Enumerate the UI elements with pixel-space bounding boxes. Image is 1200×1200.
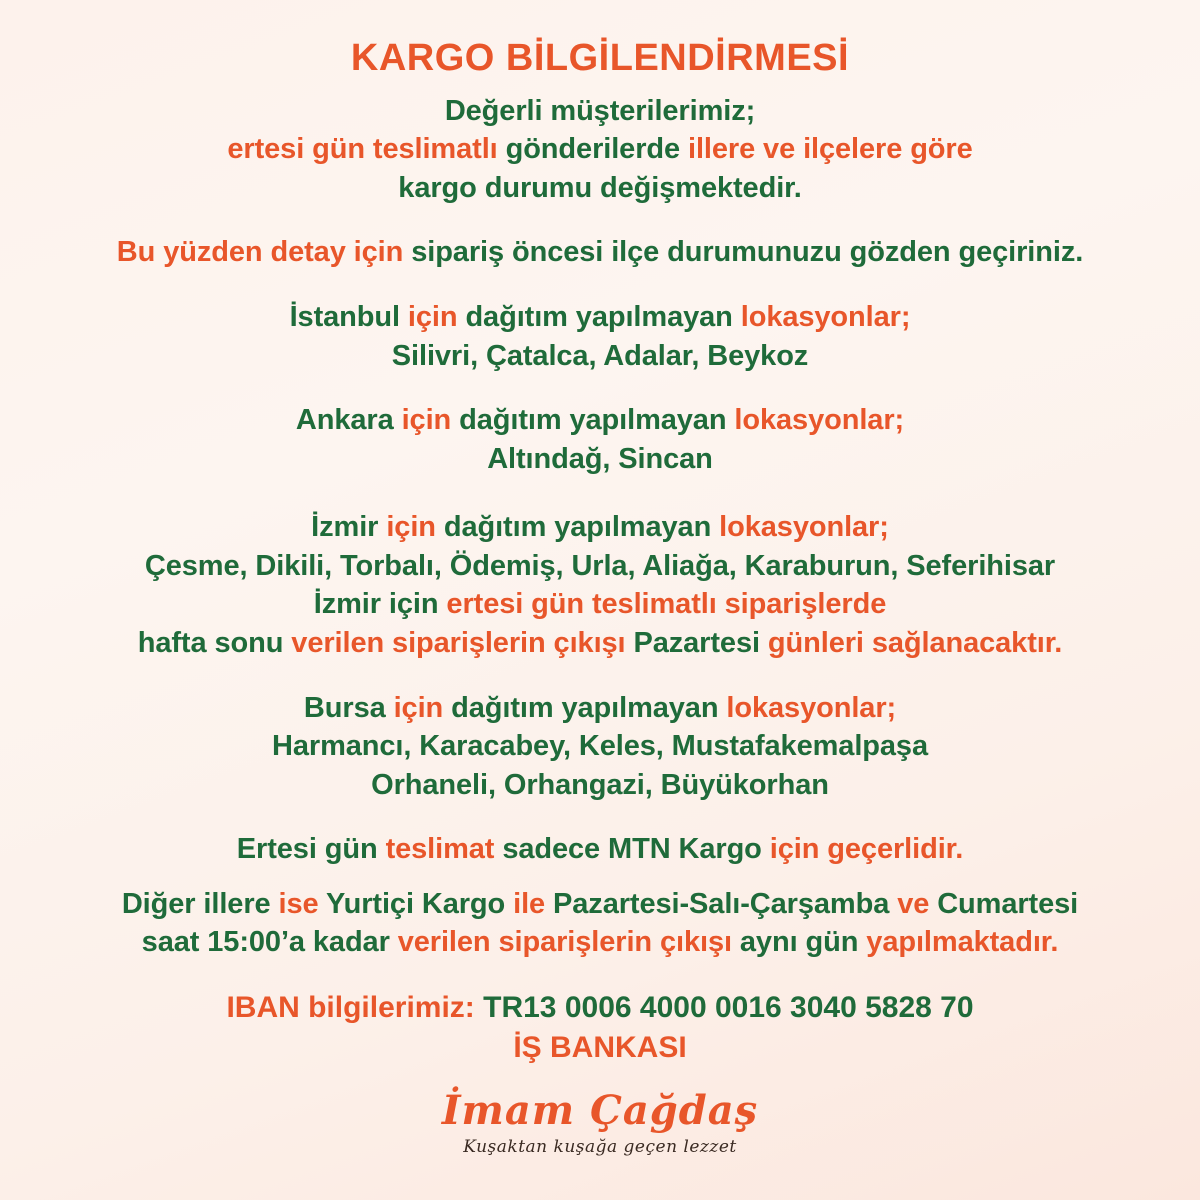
other-line-2 xyxy=(30,923,1170,962)
bursa-no-delivery: dağıtım yapılmayan xyxy=(451,691,727,724)
ankara-block xyxy=(30,401,1170,478)
intro-line-3 xyxy=(30,169,1170,208)
other-dispatch: verilen siparişlerin çıkışı xyxy=(397,926,740,959)
istanbul-for: için xyxy=(407,301,466,334)
istanbul-locations: lokasyonlar; xyxy=(740,301,911,334)
bursa-list-1 xyxy=(30,727,1170,766)
ankara-city: Ankara xyxy=(295,404,402,437)
mtn-next-day: Ertesi gün xyxy=(236,833,386,866)
other-cutoff-time: saat 15:00’a kadar xyxy=(141,926,398,959)
ankara-no-delivery: dağıtım yapılmayan xyxy=(459,404,735,437)
ankara-for: için xyxy=(401,404,460,437)
intro-shipments: gönderilerde xyxy=(505,133,688,166)
izmir-city: İzmir xyxy=(311,511,387,544)
izmir-no-delivery: dağıtım yapılmayan xyxy=(443,511,720,544)
ankara-list xyxy=(30,440,1170,479)
bursa-for: için xyxy=(393,691,452,724)
notice-emphasis: Bu yüzden detay için xyxy=(116,236,412,269)
bursa-list-2 xyxy=(30,766,1170,805)
notice-text: sipariş öncesi ilçe durumunuzu gözden geçiriniz. xyxy=(411,236,1084,269)
other-ise: ise xyxy=(278,887,326,920)
other-same-day: aynı gün xyxy=(739,926,867,959)
ankara-locations: lokasyonlar; xyxy=(734,404,905,437)
istanbul-heading xyxy=(30,298,1170,337)
intro-next-day: ertesi gün teslimatlı xyxy=(227,133,506,166)
mtn-block xyxy=(30,830,1170,869)
mtn-carrier: sadece MTN Kargo xyxy=(502,833,770,866)
iban-label: IBAN bilgilerimiz: xyxy=(226,990,484,1024)
izmir-note-dispatch: verilen siparişlerin çıkışı xyxy=(291,626,634,659)
bursa-block xyxy=(30,689,1170,805)
izmir-note-line-2 xyxy=(30,624,1170,663)
notice-block xyxy=(30,233,1170,272)
bursa-list-1-text: Harmancı, Karacabey, Keles, Mustafakemalpaşa xyxy=(272,730,928,763)
intro-line-2 xyxy=(30,130,1170,169)
istanbul-list xyxy=(30,337,1170,376)
izmir-note-next-day: ertesi gün teslimatlı siparişlerde xyxy=(446,588,887,621)
izmir-for: için xyxy=(386,511,444,544)
other-ve: ve xyxy=(897,887,938,920)
intro-status-varies: kargo durumu değişmektedir. xyxy=(398,171,802,204)
intro-block xyxy=(30,92,1170,208)
bursa-locations: lokasyonlar; xyxy=(726,691,897,724)
other-provinces-block xyxy=(30,885,1170,962)
notice-line xyxy=(30,233,1170,272)
istanbul-no-delivery: dağıtım yapılmayan xyxy=(465,301,741,334)
intro-line-1 xyxy=(30,92,1170,131)
bursa-heading xyxy=(30,689,1170,728)
bursa-list-2-text: Orhaneli, Orhangazi, Büyükorhan xyxy=(371,768,829,801)
other-carrier: Yurtiçi Kargo xyxy=(325,887,514,920)
other-line-1 xyxy=(30,885,1170,924)
izmir-note-line-1 xyxy=(30,585,1170,624)
ankara-list-text: Altındağ, Sincan xyxy=(487,442,713,475)
istanbul-block xyxy=(30,298,1170,375)
other-done: yapılmaktadır. xyxy=(866,926,1059,959)
brand-logo xyxy=(441,1086,759,1157)
bank-name: İŞ BANKASI xyxy=(513,1031,687,1065)
izmir-list-text: Çesme, Dikili, Torbalı, Ödemiş, Urla, Aliağa, Karaburun, Seferihisar xyxy=(144,549,1056,582)
intro-by-province: illere ve ilçelere göre xyxy=(687,133,973,166)
bursa-city: Bursa xyxy=(303,691,394,724)
istanbul-list-text: Silivri, Çatalca, Adalar, Beykoz xyxy=(391,339,809,372)
izmir-note-monday: Pazartesi xyxy=(633,626,768,659)
iban-block xyxy=(30,988,1170,1069)
other-saturday: Cumartesi xyxy=(937,887,1079,920)
izmir-note-city: İzmir için xyxy=(313,588,447,621)
intro-greeting: Değerli müşterilerimiz; xyxy=(444,94,756,127)
brand-tagline: Kuşaktan kuşağa geçen lezzet xyxy=(463,1136,737,1157)
izmir-block xyxy=(30,508,1170,662)
izmir-note-weekend: hafta sonu xyxy=(137,626,292,659)
izmir-list xyxy=(30,547,1170,586)
izmir-note-provided: günleri sağlanacaktır. xyxy=(767,626,1063,659)
istanbul-city: İstanbul xyxy=(289,301,408,334)
izmir-locations: lokasyonlar; xyxy=(719,511,889,544)
page-title: KARGO BİLGİLENDİRMESİ xyxy=(350,37,850,79)
mtn-line xyxy=(30,830,1170,869)
other-provinces: Diğer illere xyxy=(121,887,279,920)
iban-value: TR13 0006 4000 0016 3040 5828 70 xyxy=(483,990,974,1024)
mtn-valid: için geçerlidir. xyxy=(769,833,964,866)
mtn-delivery: teslimat xyxy=(385,833,503,866)
izmir-heading xyxy=(30,508,1170,547)
other-ile: ile xyxy=(513,887,554,920)
ankara-heading xyxy=(30,401,1170,440)
brand-name: İmam Çağdaş xyxy=(441,1086,759,1134)
other-days: Pazartesi-Salı-Çarşamba xyxy=(553,887,898,920)
iban-line xyxy=(30,988,1170,1029)
